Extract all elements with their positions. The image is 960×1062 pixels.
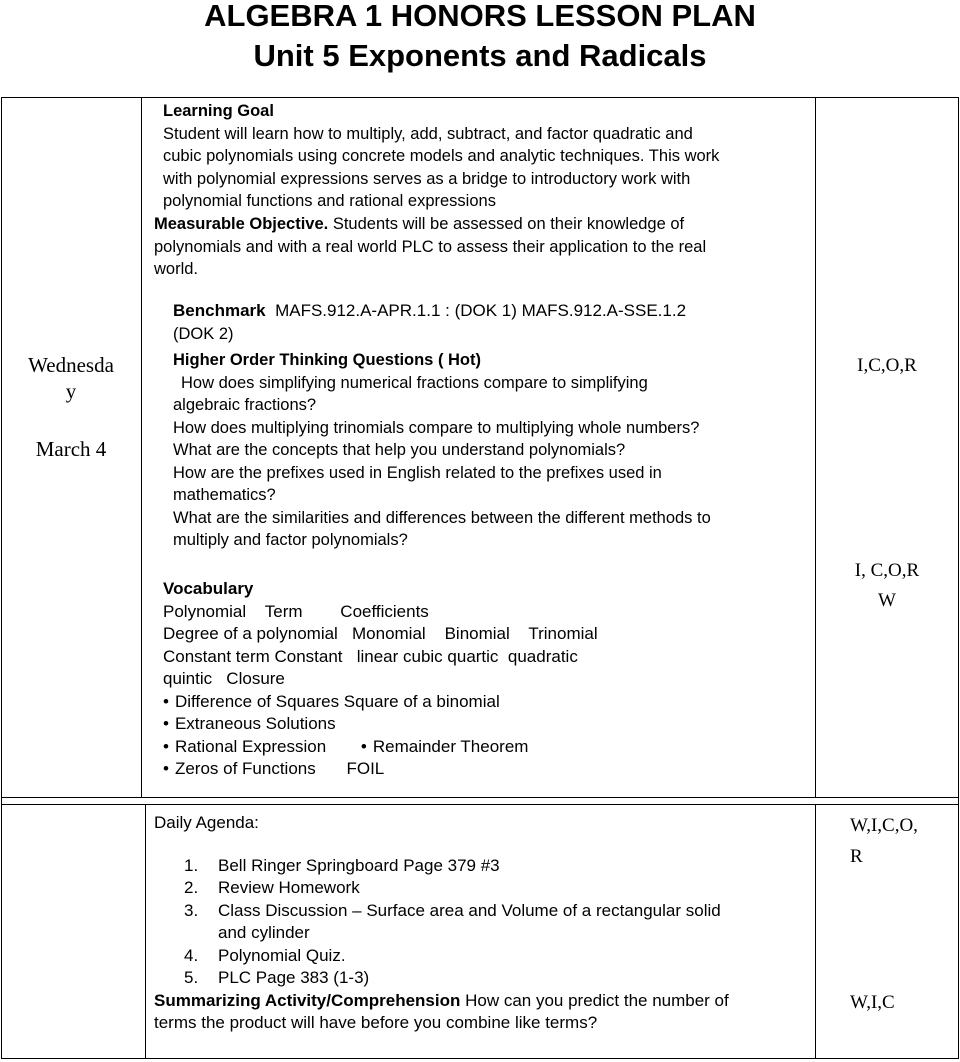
hot-questions-heading: Higher Order Thinking Questions ( Hot) — [173, 351, 482, 369]
summarizing-line-1: How can you predict the number of — [460, 990, 729, 1010]
vocabulary-bullet-2-text: Extraneous Solutions — [174, 714, 336, 733]
daily-agenda-heading: Daily Agenda: — [154, 813, 259, 832]
hot-question-line-3: How does multiplying trinomials compare to multiplying whole numbers? — [173, 418, 700, 437]
code-agenda-line-2: R — [850, 846, 863, 867]
vocabulary-bullet-2 — [163, 713, 813, 736]
summarizing-line-2: terms the product will have before you combine like terms? — [154, 1013, 598, 1032]
table-lower-left-gap — [1, 797, 959, 798]
learning-goal-section — [163, 100, 813, 213]
summarizing-activity — [154, 990, 814, 1013]
lesson-plan-title: ALGEBRA 1 HONORS LESSON PLAN — [204, 0, 756, 33]
table-agenda-top-border — [1, 804, 959, 805]
vocabulary-line-3: Constant term Constant linear cubic quartic quadratic — [163, 646, 578, 666]
vocabulary-line-1: Polynomial Term Coefficients — [163, 601, 429, 621]
code-vocabulary-line-2: W — [878, 590, 896, 611]
hot-question-line-6: mathematics? — [173, 486, 276, 504]
agenda-item-3: 3. Class Discussion – Surface area and Volume of a rectangular solid — [184, 900, 721, 920]
benchmark-line-1: MAFS.912.A-APR.1.1 : (DOK 1) MAFS.912.A-SSE.1.2 — [275, 301, 687, 320]
measurable-objective-heading: Measurable Objective. — [154, 215, 329, 233]
code-summary: W,I,C — [850, 992, 895, 1013]
agenda-item-1: 1. Bell Ringer Springboard Page 379 #3 — [184, 855, 500, 875]
vocabulary-bullet-3b: • Remainder Theorem — [361, 737, 529, 756]
code-vocabulary-line-1: I, C,O,R — [854, 560, 920, 581]
weekday-part1: Wednesda — [28, 353, 114, 377]
measurable-objective-section — [154, 213, 814, 281]
hot-question-line-2: algebraic fractions? — [173, 396, 317, 414]
code-vocabulary — [816, 558, 958, 613]
learning-goal-line-3: with polynomial expressions serves as a bridge to introductory work with — [163, 169, 691, 188]
hot-question-line-8: multiply and factor polynomials? — [173, 531, 408, 549]
table-day-divider — [141, 97, 142, 797]
measurable-objective-line-2: polynomials and with a real world PLC to assess their application to the real — [154, 237, 707, 256]
table-right-border — [958, 97, 959, 1059]
day-weekday — [2, 352, 140, 404]
vocabulary-bullet-row-3 — [163, 736, 813, 759]
vocabulary-bullet-1 — [163, 691, 813, 714]
learning-goal-heading: Learning Goal — [163, 102, 274, 120]
vocabulary-bullet-4b: FOIL — [346, 759, 385, 778]
summarizing-heading: Summarizing Activity/Comprehension — [154, 990, 461, 1010]
learning-goal-line-4: polynomial functions and rational expressions — [163, 192, 496, 210]
table-agenda-left-divider — [145, 804, 146, 1059]
hot-question-line-7: What are the similarities and differences between the different methods to — [173, 508, 711, 527]
agenda-item-5: 5. PLC Page 383 (1-3) — [184, 968, 370, 987]
agenda-item-4: 4. Polynomial Quiz. — [184, 945, 346, 965]
hot-questions-section — [173, 349, 813, 552]
hot-question-line-1: How does simplifying numerical fractions compare to simplifying — [181, 373, 648, 392]
agenda-item-2: 2. Review Homework — [184, 878, 360, 897]
vocabulary-bullet-row-4 — [163, 758, 813, 781]
table-code-divider-upper — [815, 97, 816, 797]
agenda-item-3-continued: and cylinder — [218, 923, 310, 942]
code-hot: I,C,O,R — [857, 355, 917, 376]
learning-goal-line-2: cubic polynomials using concrete models and analytic techniques. This work — [163, 147, 720, 165]
vocabulary-line-4: quintic Closure — [163, 669, 285, 688]
code-agenda — [816, 813, 958, 869]
hot-question-line-5: How are the prefixes used in English related to the prefixes used in — [173, 463, 662, 482]
unit-title: Unit 5 Exponents and Radicals — [253, 38, 707, 73]
hot-question-line-4: What are the concepts that help you understand polynomials? — [173, 441, 626, 459]
vocabulary-section — [163, 578, 813, 781]
vocabulary-heading: Vocabulary — [163, 579, 254, 598]
benchmark-section — [173, 300, 813, 345]
measurable-objective-line-1: Students will be assessed on their knowledge of — [328, 215, 685, 233]
benchmark-line-2: (DOK 2) — [173, 324, 234, 343]
benchmark-heading: Benchmark — [173, 301, 266, 320]
vocabulary-line-2: Degree of a polynomial Monomial Binomial Trinomial — [163, 624, 598, 643]
measurable-objective-line-3: world. — [154, 260, 199, 278]
weekday-part2: y — [65, 379, 77, 403]
table-left-border — [1, 97, 2, 1059]
vocabulary-bullet-1-text: Difference of Squares Square of a binomial — [174, 691, 500, 711]
vocabulary-bullet-3a: • Rational Expression — [163, 737, 326, 756]
day-date: March 4 — [35, 437, 107, 461]
vocabulary-bullet-4a: • Zeros of Functions — [163, 759, 316, 778]
learning-goal-line-1: Student will learn how to multiply, add, subtract, and factor quadratic and — [163, 124, 693, 143]
code-agenda-line-1: W,I,C,O, — [850, 815, 918, 836]
daily-agenda-section — [154, 812, 814, 1035]
